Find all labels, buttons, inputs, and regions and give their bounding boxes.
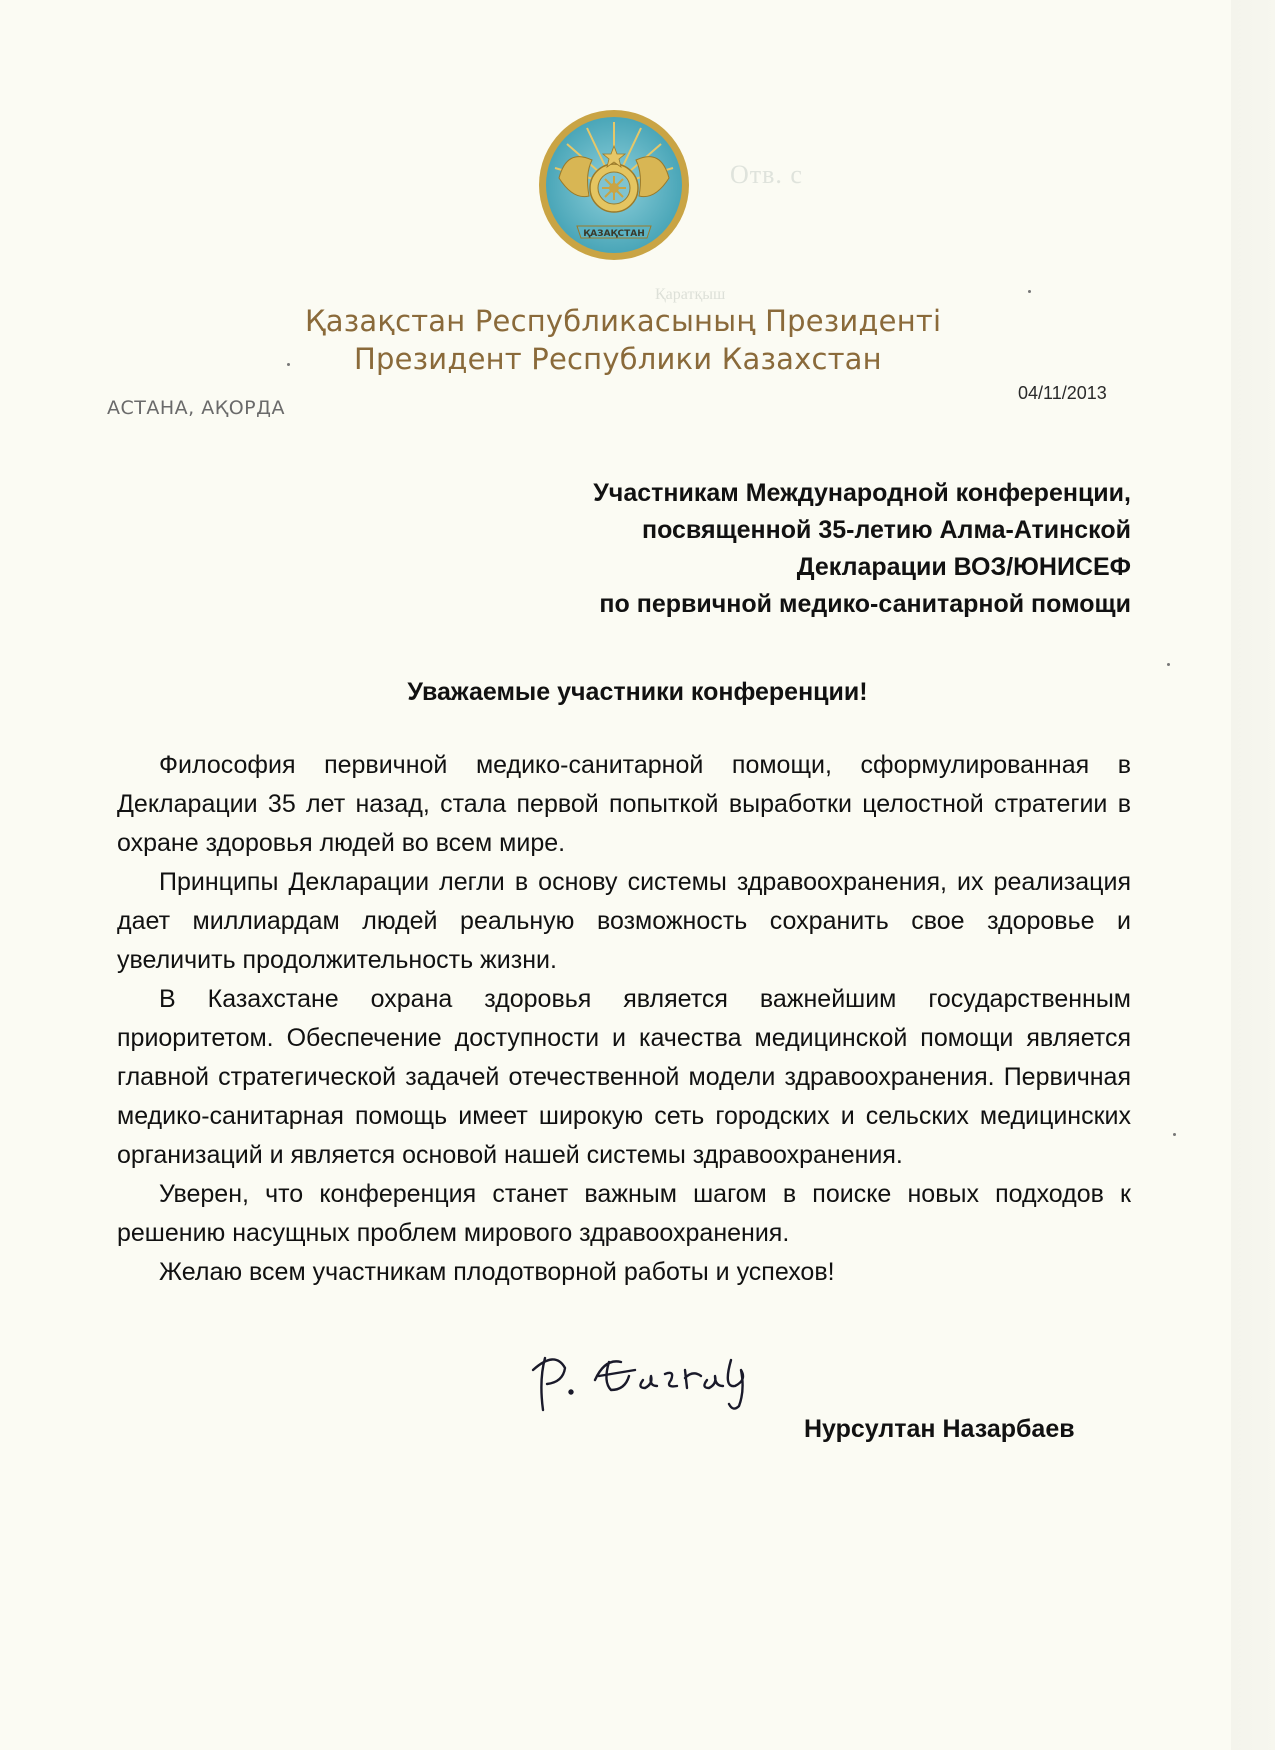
- addressee-line: по первичной медико-санитарной помощи: [599, 590, 1131, 618]
- greeting: Уважаемые участники конференции!: [407, 678, 868, 706]
- header-title-kz: Қазақстан Республикасының Президенті: [305, 304, 942, 338]
- addressee-block: [593, 475, 1131, 623]
- addressee-line: посвященной 35-летию Алма-Атинской: [641, 516, 1131, 544]
- paragraph: Желаю всем участникам плодотворной работы и успехов!: [159, 1258, 835, 1286]
- scan-speck: [1028, 290, 1031, 293]
- handwritten-signature: [525, 1340, 795, 1420]
- scan-speck: [1167, 663, 1170, 666]
- letter-body: [117, 746, 1131, 1292]
- signer-name: Нурсултан Назарбаев: [804, 1415, 1075, 1443]
- addressee-line: Участникам Международной конференции,: [593, 479, 1131, 507]
- paragraph: Уверен, что конференция станет важным шагом в поиске новых подходов к решению насущных проблем мирового здравоохранения.: [117, 1180, 1131, 1247]
- state-emblem-icon: [537, 108, 691, 262]
- faint-stamp-note: Қаратқыш: [655, 286, 726, 303]
- svg-text:ҚАЗАҚСТАН: ҚАЗАҚСТАН: [583, 229, 645, 239]
- scan-speck: [287, 363, 290, 366]
- paragraph: В Казахстане охрана здоровья является важнейшим государственным приоритетом. Обеспечение доступности и качества медицинской помощи является главной стратегической задачей отечественной модели здравоохранения. Первичная медико-санитарная помощь имеет широкую сеть городских и сельских медицинских организаций и является основой нашей системы здравоохранения.: [117, 985, 1131, 1169]
- paragraph: Философия первичной медико-санитарной помощи, сформулированная в Декларации 35 лет назад, стала первой попыткой выработки целостной стратегии в охране здоровья людей во всем мире.: [117, 751, 1131, 857]
- scan-speck: [1173, 1133, 1176, 1136]
- paragraph: Принципы Декларации легли в основу системы здравоохранения, их реализация дает миллиардам людей реальную возможность сохранить свое здоровье и увеличить продолжительность жизни.: [117, 868, 1131, 974]
- place-label: АСТАНА, АҚОРДА: [107, 397, 285, 419]
- faint-stamp: Отв. с: [730, 160, 803, 189]
- header-title-ru: Президент Республики Казахстан: [354, 342, 882, 376]
- page-edge-shadow: [1231, 0, 1275, 1750]
- addressee-line: Декларации ВОЗ/ЮНИСЕФ: [796, 553, 1131, 581]
- letter-date: 04/11/2013: [1018, 383, 1107, 403]
